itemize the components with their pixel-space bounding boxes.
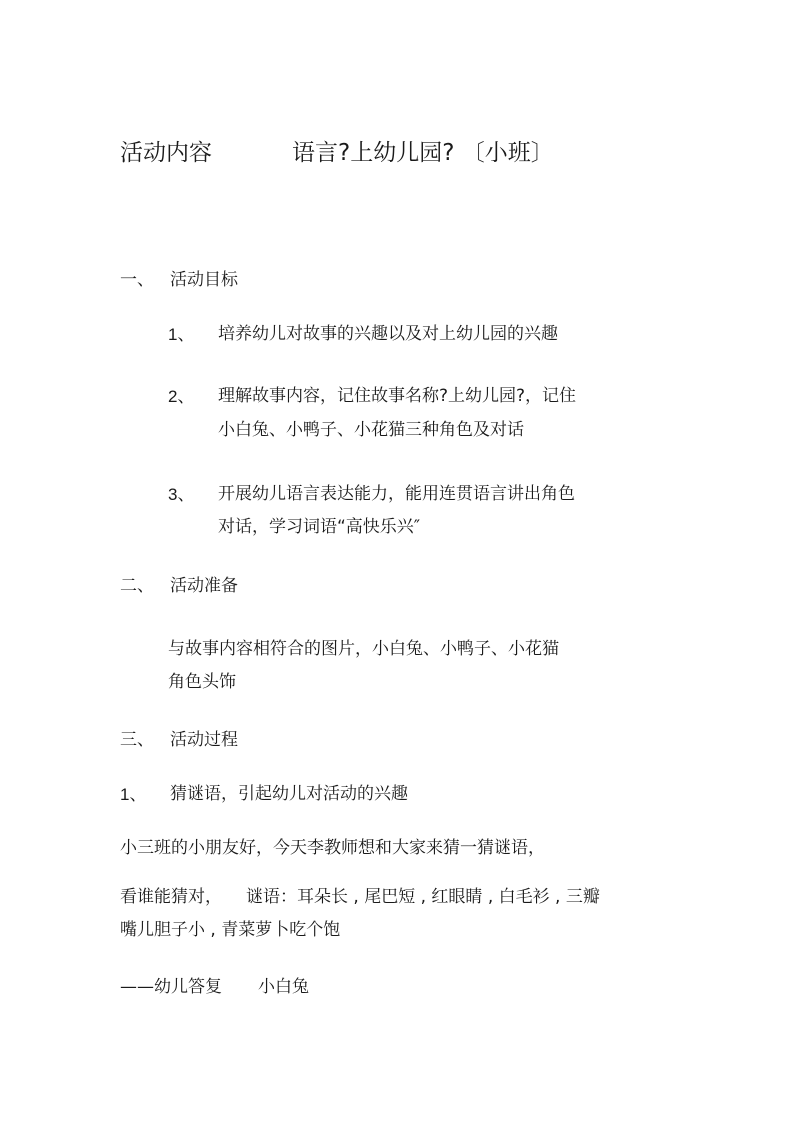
section1-heading: 活动目标 (170, 270, 238, 290)
goal-2-number: 2、 (168, 387, 195, 406)
goal-3-text-line2: 对话，学习词语“高快乐兴″ (218, 517, 421, 537)
goal-2-text-line2: 小白兔、小鸭子、小花猫三种角色及对话 (218, 420, 524, 440)
goal-3-text-line1: 开展幼儿语言表达能力，能用连贯语言讲出角色 (218, 484, 575, 504)
section3-marker: 三、 (120, 730, 154, 750)
section2-heading: 活动准备 (170, 576, 238, 596)
step-1-text: 猜谜语，引起幼儿对活动的兴趣 (170, 784, 408, 804)
goal-1-number: 1、 (168, 325, 195, 344)
section3-heading: 活动过程 (170, 730, 238, 750)
answer-text: 小白兔 (258, 977, 309, 997)
paragraph-riddle-intro: 看谁能猜对， (120, 887, 222, 907)
paragraph-greeting: 小三班的小朋友好，今天李教师想和大家来猜一猜谜语， (120, 838, 545, 858)
goal-2-text-line1: 理解故事内容，记住故事名称?上幼儿园?，记住 (218, 386, 577, 406)
answer-label: ——幼儿答复 (120, 977, 222, 997)
goal-3-number: 3、 (168, 485, 195, 504)
preparation-line2: 角色头饰 (168, 672, 236, 692)
section1-marker: 一、 (120, 270, 154, 290)
document-title: 语言?上幼儿园? 〔小班〕 (292, 140, 554, 166)
section2-marker: 二、 (120, 576, 154, 596)
step-1-number: 1、 (120, 785, 147, 804)
goal-1-text: 培养幼儿对故事的兴趣以及对上幼儿园的兴趣 (218, 324, 558, 344)
paragraph-riddle-text: 谜语：耳朵长 , 尾巴短 , 红眼睛 , 白毛衫 , 三瓣 (246, 887, 600, 907)
paragraph-riddle-text-line2: 嘴儿胆子小 , 青菜萝卜吃个饱 (120, 920, 341, 940)
title-label: 活动内容 (120, 140, 212, 166)
preparation-line1: 与故事内容相符合的图片，小白兔、小鸭子、小花猫 (168, 639, 559, 659)
